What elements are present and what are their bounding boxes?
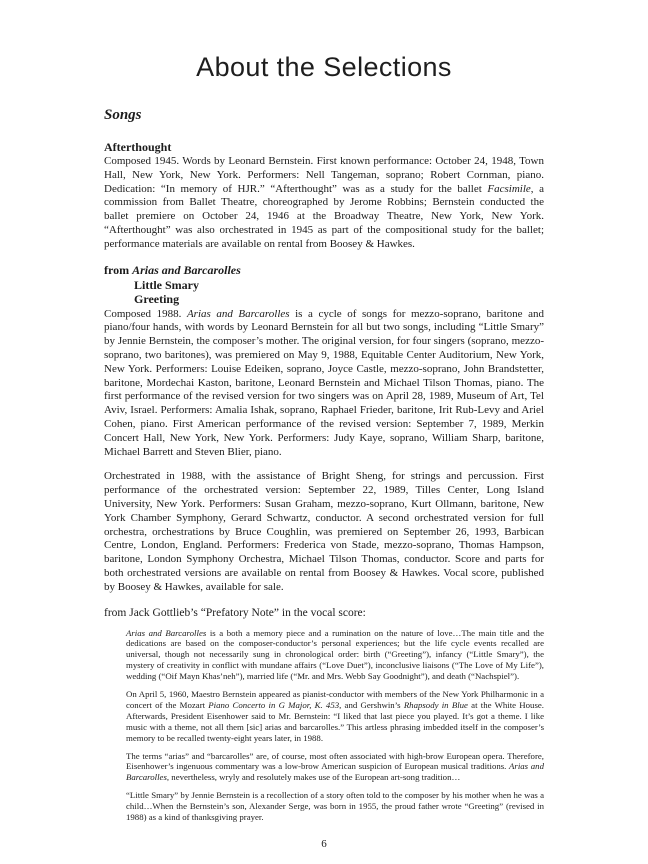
arias-subtitle-little-smary: Little Smary — [134, 277, 199, 292]
arias-paragraph-1: Composed 1988. Arias and Barcarolles is a cycle of songs for mezzo-soprano, baritone and piano/four hands, with words by Leonard Bernstein for all but two songs, including “Little Smary” by Jennie Bernstein, the composer’s mother. The original version, for four singers (soprano, mezzo-soprano, two baritones), was premiered on May 9, 1988, Equitable Center Auditorium, New York, New York. Performers: Louise Edeiken, soprano, Joyce Castle, mezzo-soprano, John Brandstetter, baritone, Mordechai Kaston, baritone, Leonard Bernstein and Michael Tilson Thomas, piano. The first performance of the revised version for two singers was on April 28, 1989, Museum of Art, Tel Aviv, Israel. Performers: Amalia Ishak, soprano, Raphael Frieder, baritone, Irit Rub-Levy and Ariel Cohen, piano. First American performance of the revised version: September 7, 1989, Merkin Concert Hall, New York, New York. Performers: Judy Kaye, soprano, William Sharp, baritone, Michael Barrett and Steven Blier, piano. — [104, 307, 544, 458]
gottlieb-section — [104, 606, 544, 824]
gottlieb-excerpt-4: “Little Smary” by Jennie Bernstein is a recollection of a story often told to the composer by his mother when he was a child…When the Bernstein’s son, Alexander Serge, was born in 1955, the proud father wrote “Greeting” (revised in 1988) as a kind of thanksgiving prayer. — [126, 790, 544, 823]
arias-subtitle-greeting: Greeting — [134, 291, 180, 306]
arias-section — [104, 263, 544, 595]
gottlieb-heading: from Jack Gottlieb’s “Prefatory Note” in the vocal score: — [104, 606, 366, 619]
page-number: 6 — [321, 838, 327, 850]
arias-paragraph-2: Orchestrated in 1988, with the assistance of Bright Sheng, for strings and percussion. First performance of the orchestrated version: September 22, 1989, Tilles Center, Long Island University, New York. Performers: Susan Graham, mezzo-soprano, Kurt Ollmann, baritone, New York Chamber Symphony, Gerard Schwartz, conductor. A second orchestrated version for full orchestra, orchestrations by Bruce Coughlin, was premiered on September 26, 1993, Barbican Centre, London, England. Performers: Frederica von Stade, mezzo-soprano, Thomas Hampson, baritone, London Symphony Orchestra, Michael Tilson Thomas, conductor. Score and parts for both orchestrated versions are available on rental from Boosey & Hawkes. Vocal score, published by Boosey & Hawkes, available for sale. — [104, 470, 544, 593]
songs-section-heading: Songs — [104, 107, 142, 123]
gottlieb-excerpt-2: On April 5, 1960, Maestro Bernstein appeared as pianist-conductor with members of the New York Philharmonic in a concert of the Mozart Piano Concerto in G Major, K. 453, and Gershwin’s Rhapsody in Blue at the White House. Afterwards, President Eisenhower said to Mr. Bernstein: “I liked that last piece you played. It’s got a theme. I like music with a theme, not all them [sic] arias and barcarolles.” This artless phrasing imbedded itself in the composer’s memory to be recalled twenty-eight years later, in 1988. — [126, 689, 544, 743]
afterthought-paragraph: Composed 1945. Words by Leonard Bernstein. First known performance: October 24, 1948, Town Hall, New York, New York. Performers: Nell Tangeman, soprano; Robert Cornman, piano. Dedication: “In memory of HJR.” “Afterthought” was as a study for the ballet Facsimile, a commission from Ballet Theatre, choreographed by Jerome Robbins; Bernstein conducted the ballet premiere on October 24, 1946 at the Broadway Theatre, New York, New York. “Afterthought” was also orchestrated in 1945 as part of the compositional study for the ballet; performance materials are available on rental from Boosey & Hawkes. — [104, 155, 544, 250]
gottlieb-excerpt-1: Arias and Barcarolles is a both a memory piece and a rumination on the nature of love…The main title and the dedications are based on the composer-conductor’s personal experiences; but the life cycle events recalled are universal, though not necessarily sung in chronological order: birth (“Greeting”), infancy (“Little Smary”), the mystery of creativity in conflict with mundane affairs (“Love Duet”), inconclusive liaisons (“The Love of My Life”), wedding (“Oif Mayn Khas’neh”), married life (“Mr. and Mrs. Webb Say Goodnight”), and death (“Nachspiel”). — [126, 627, 545, 682]
gottlieb-excerpt-3: The terms “arias” and “barcarolles” are, of course, most often associated with high-brow European opera. Therefore, Eisenhower’s ingenuous commentary was a low-brow American suspicion of European musical traditions. Arias and Barcarolles, nevertheless, wryly and resolutely makes use of the European art-song tradition… — [126, 750, 544, 783]
arias-heading: from Arias and Barcarolles — [104, 262, 241, 277]
page-title: About the Selections — [196, 52, 452, 82]
afterthought-section — [104, 140, 544, 252]
afterthought-heading: Afterthought — [104, 140, 172, 154]
